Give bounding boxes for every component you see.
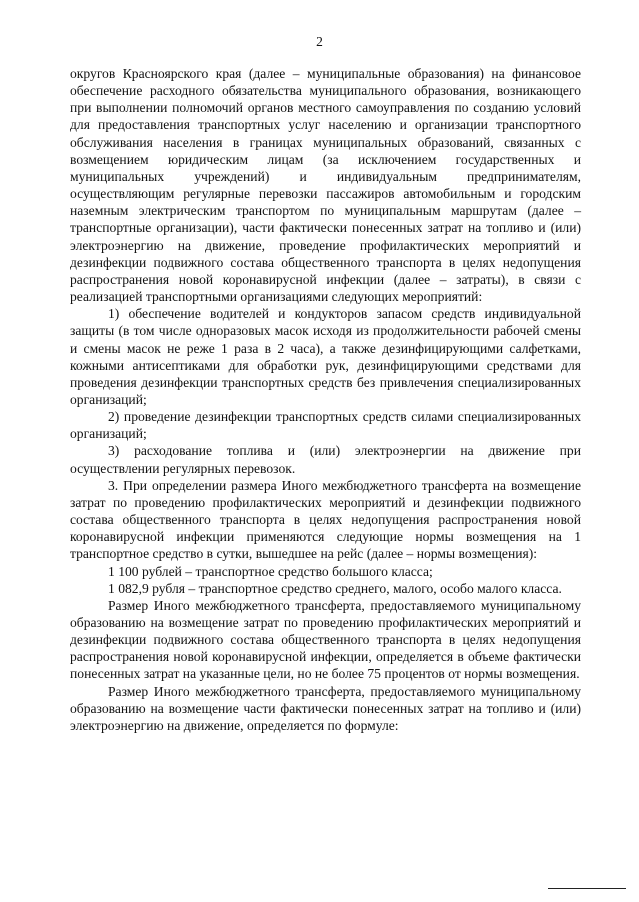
rate-large-class: 1 100 рублей – транспортное средство большого класса; xyxy=(108,563,433,579)
paragraph-continuation: округов Красноярского края (далее – муниципальные образования) на финансовое обеспечение расходного обязательства муниципального образования, возникающего при выполнении полномочий органов местного самоуправления по созданию условий для предоставления транспортных услуг населению и организации транспортного обслуживания населения в границах муниципальных образований, связанных с возмещением юридическим лицам (за исключением государственных и муниципальных учреждений) и индивидуальным предпринимателям, осуществляющим регулярные перевозки пассажиров автомобильным и городским наземным электрическим транспортом по муниципальным маршрутам (далее – транспортные организации), части фактически понесенных затрат на топливо и (или) электроэнергию на движение, проведение профилактических мероприятий и дезинфекции подвижного состава общественного транспорта в целях недопущения распространения новой коронавирусной инфекции (далее – затраты), в связи с реализацией транспортными организациями следующих мероприятий: xyxy=(70,66,581,305)
list-item-2: 2) проведение дезинфекции транспортных средств силами специализированных организаций; xyxy=(70,409,581,442)
page-number: 2 xyxy=(316,34,323,49)
paragraph-transfer-size-fuel: Размер Иного межбюджетного трансферта, предоставляемого муниципальному образованию на возмещение части фактически понесенных затрат на топливо и (или) электроэнергию на движение, определяется по формуле: xyxy=(70,683,581,733)
rate-medium-small-class: 1 082,9 рубля – транспортное средство среднего, малого, особо малого класса. xyxy=(108,580,562,596)
footer-rule xyxy=(548,888,626,889)
paragraph-transfer-size-prevention: Размер Иного межбюджетного трансферта, предоставляемого муниципальному образованию на возмещение затрат по проведению профилактических мероприятий и дезинфекции подвижного состава общественного транспорта в целях недопущения распространения новой коронавирусной инфекции, определяется в объеме фактически понесенных затрат на указанные цели, но не более 75 процентов от нормы возмещения. xyxy=(70,597,581,682)
list-item-3: 3) расходование топлива и (или) электроэнергии на движение при осуществлении регулярных перевозок. xyxy=(70,443,581,476)
list-item-1: 1) обеспечение водителей и кондукторов запасом средств индивидуальной защиты (в том числе одноразовых масок исходя из продолжительности рабочей смены и смены масок не реже 1 раза в 2 часа), а также дезинфицирующими салфетками, кожными антисептиками для обработки рук, дезинфицирующими средствами для проведения дезинфекции транспортных средств без привлечения специализированных организаций; xyxy=(70,306,581,407)
clause-3: 3. При определении размера Иного межбюджетного трансферта на возмещение затрат по проведению профилактических мероприятий и дезинфекции подвижного состава общественного транспорта в целях недопущения распространения новой коронавирусной инфекции применяются следующие нормы возмещения на 1 транспортное средство в сутки, вышедшее на рейс (далее – нормы возмещения): xyxy=(70,477,581,562)
document-body xyxy=(70,65,581,734)
